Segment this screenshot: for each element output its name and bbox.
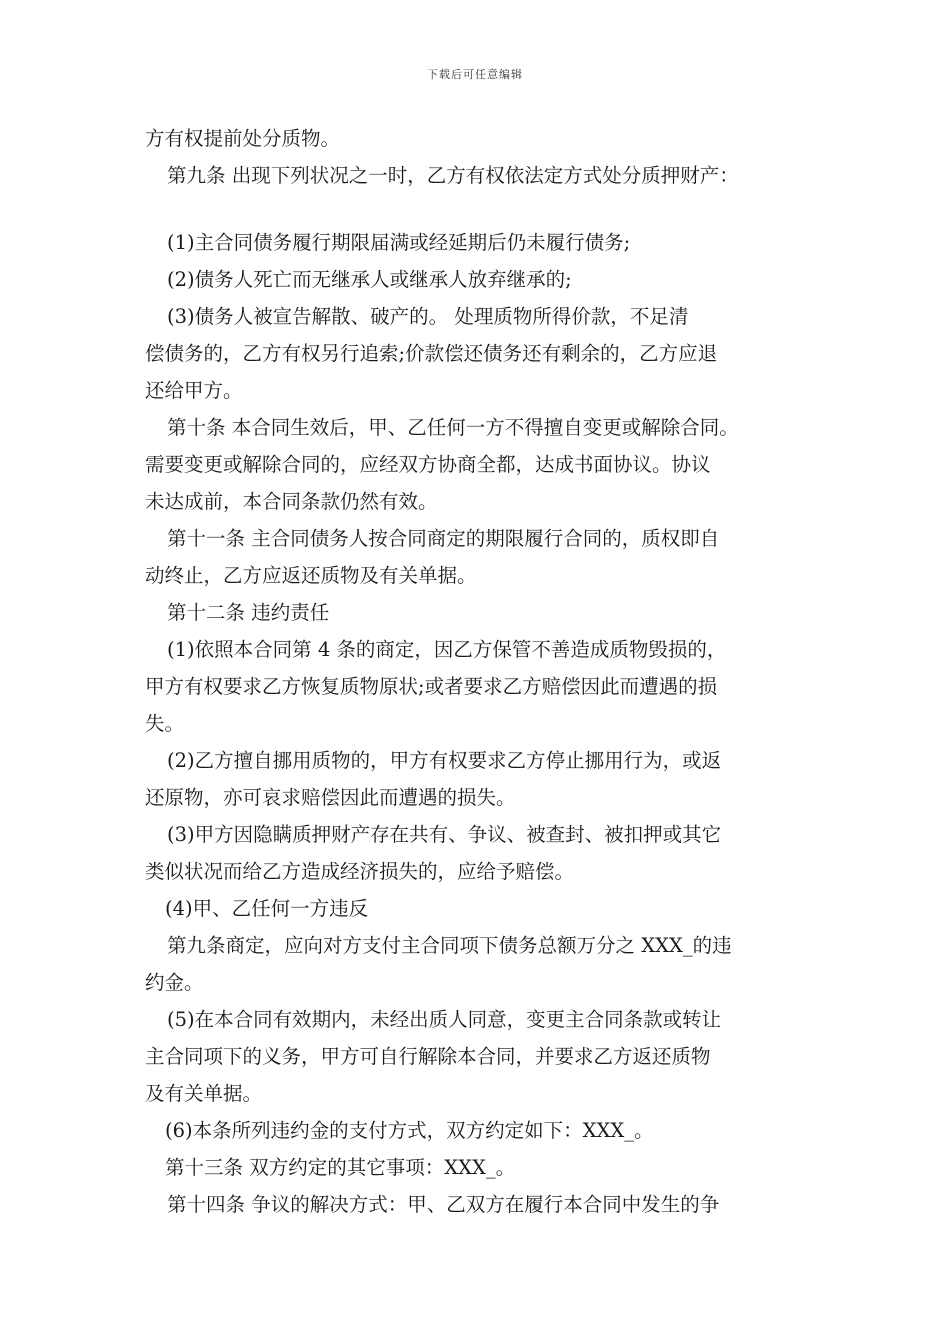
list-item: (2)债务人死亡而无继承人或继承人放弃继承的; [167,268,572,291]
text-line: 主合同项下的义务，甲方可自行解除本合同，并要求乙方返还质物 [145,1045,711,1068]
article-9-heading: 第九条 出现下列状况之一时，乙方有权依法定方式处分质押财产： [167,164,739,187]
list-item: (1)依照本合同第 4 条的商定，因乙方保管不善造成质物毁损的， [167,638,727,661]
text-line: 失。 [145,712,185,735]
article-10-heading: 第十条 本合同生效后，甲、乙任何一方不得擅自变更或解除合同。 [167,416,739,439]
text-line: 未达成前，本合同条款仍然有效。 [145,490,438,513]
list-item: (5)在本合同有效期内，未经出质人同意，变更主合同条款或转让 [167,1008,722,1031]
list-item: (1)主合同债务履行期限届满或经延期后仍未履行债务; [167,231,631,254]
text-line: 需要变更或解除合同的，应经双方协商全都，达成书面协议。协议 [145,453,711,476]
list-item: (3)债务人被宣告解散、破产的。 处理质物所得价款，不足清 [167,305,689,328]
text-line: 方有权提前处分质物。 [145,127,341,150]
text-line: 第九条商定，应向对方支付主合同项下债务总额万分之 XXX_的违 [167,934,732,957]
blank-line [145,194,815,224]
article-11-heading: 第十一条 主合同债务人按合同商定的期限履行合同的，质权即自 [167,527,720,550]
document-body [145,120,815,1223]
text-line: 动终止，乙方应返还质物及有关单据。 [145,564,477,587]
text-line: 类似状况而给乙方造成经济损失的，应给予赔偿。 [145,860,575,883]
article-14-heading: 第十四条 争议的解决方式：甲、乙双方在履行本合同中发生的争 [167,1193,720,1216]
text-line: 还原物，亦可哀求赔偿因此而遭遇的损失。 [145,786,516,809]
text-line: 约金。 [145,971,204,994]
page-header: 下载后可任意编辑 [427,68,523,81]
text-line: 偿债务的，乙方有权另行追索;价款偿还债务还有剩余的，乙方应退 [145,342,718,365]
list-item: (2)乙方擅自挪用质物的，甲方有权要求乙方停止挪用行为，或返 [167,749,722,772]
text-line: 还给甲方。 [145,379,243,402]
text-line: 甲方有权要求乙方恢复质物原状;或者要求乙方赔偿因此而遭遇的损 [145,675,718,698]
article-12-heading: 第十二条 违约责任 [167,601,330,624]
list-item: (3)甲方因隐瞒质押财产存在共有、争议、被查封、被扣押或其它 [167,823,722,846]
text-line: 及有关单据。 [145,1082,263,1105]
list-item: (4)甲、乙任何一方违反 [165,897,369,920]
list-item: (6)本条所列违约金的支付方式，双方约定如下：XXX_。 [165,1119,654,1142]
article-13-heading: 第十三条 双方约定的其它事项：XXX_。 [165,1156,516,1179]
